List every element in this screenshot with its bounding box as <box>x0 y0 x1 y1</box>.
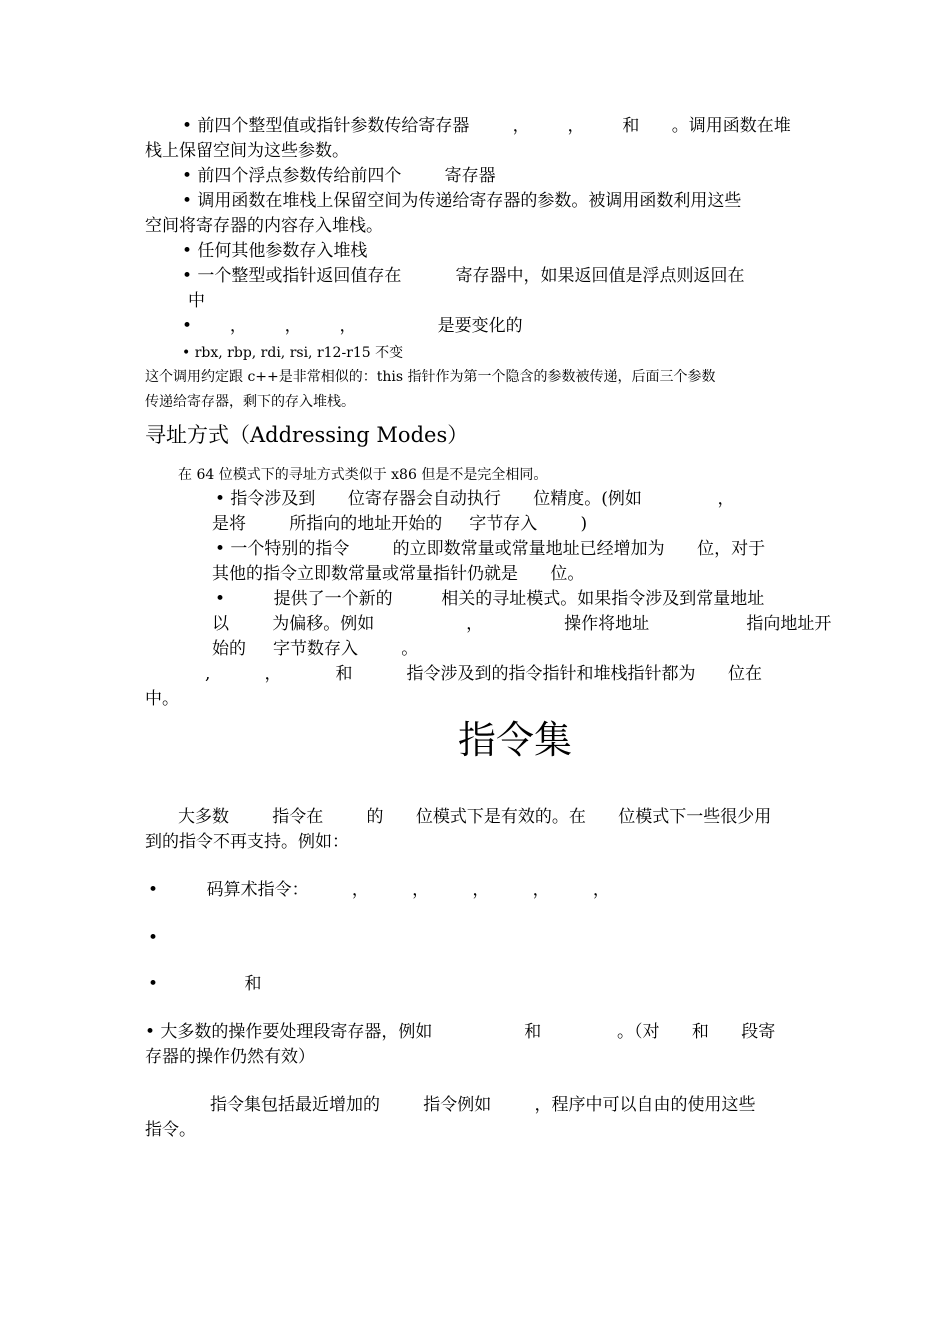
text-line: 中 <box>188 291 205 311</box>
bullet-int-args: • 前四个整型值或指针参数传给寄存器 ， ， 和 。调用函数在堆 <box>182 116 791 136</box>
bullet-other-args: • 任何其他参数存入堆栈 <box>182 241 368 261</box>
text-line: 中。 <box>145 689 179 709</box>
text-line: 到的指令不再支持。例如： <box>145 832 349 852</box>
text-line: 其他的指令立即数常量或常量指针仍就是 位。 <box>212 564 585 584</box>
text-line: 是将 所指向的地址开始的 字节存入 ) <box>212 514 588 534</box>
text-line: 这个调用约定跟 c++是非常相似的：this 指针作为第一个隐含的参数被传递，后面三个参数 <box>145 369 716 385</box>
text-line: 空间将寄存器的内容存入堆栈。 <box>145 216 383 236</box>
text-line: 指令。 <box>145 1120 196 1140</box>
instruction-set-heading: 指令集 <box>458 718 573 762</box>
addressing-heading: 寻址方式（Addressing Modes） <box>145 423 469 447</box>
bullet-immediate-constant: • 一个特别的指令 的立即数常量或常量地址已经增加为 位，对于 <box>215 539 766 559</box>
text-line: 大多数 指令在 的 位模式下是有效的。在 位模式下一些很少用 <box>178 807 772 827</box>
text-line: 始的 字节数存入 。 <box>212 639 419 659</box>
bullet-float-args: • 前四个浮点参数传给前四个 寄存器 <box>182 166 496 186</box>
text-line: 指令集包括最近增加的 指令例如 ，程序中可以自由的使用这些 <box>210 1095 756 1115</box>
bullet-volatile: • ， ， ， 是要变化的 <box>182 316 523 336</box>
bullet-segment-registers: • 大多数的操作要处理段寄存器，例如 和 。（对 和 段寄 <box>145 1022 776 1042</box>
text-line: 以 为偏移。例如 ， 操作将地址 指向地址开 <box>212 614 832 634</box>
text-line: 栈上保留空间为这些参数。 <box>145 141 349 161</box>
bullet-and: • 和 <box>148 974 262 994</box>
bullet-nonvolatile: • rbx, rbp, rdi, rsi, r12-r15 不变 <box>182 345 404 361</box>
text-line: , ， 和 指令涉及到的指令指针和堆栈指针都为 位在 <box>205 664 762 684</box>
bullet-rip-relative: • 提供了一个新的 相关的寻址模式。如果指令涉及到常量地址 <box>215 589 765 609</box>
bullet-stack-reserve: • 调用函数在堆栈上保留空间为传递给寄存器的参数。被调用函数利用这些 <box>182 191 742 211</box>
bullet-64bit-registers: • 指令涉及到 位寄存器会自动执行 位精度。(例如 ， <box>215 489 735 509</box>
text-line: 在 64 位模式下的寻址方式类似于 x86 但是不是完全相同。 <box>178 467 548 483</box>
bullet-bcd-arithmetic: • 码算术指令： ， ， ， ， ， <box>148 880 610 900</box>
text-line: 传递给寄存器，剩下的存入堆栈。 <box>145 394 355 410</box>
bullet-empty: • <box>148 928 159 948</box>
bullet-return-value: • 一个整型或指针返回值存在 寄存器中，如果返回值是浮点则返回在 <box>182 266 745 286</box>
text-line: 存器的操作仍然有效） <box>145 1047 315 1067</box>
